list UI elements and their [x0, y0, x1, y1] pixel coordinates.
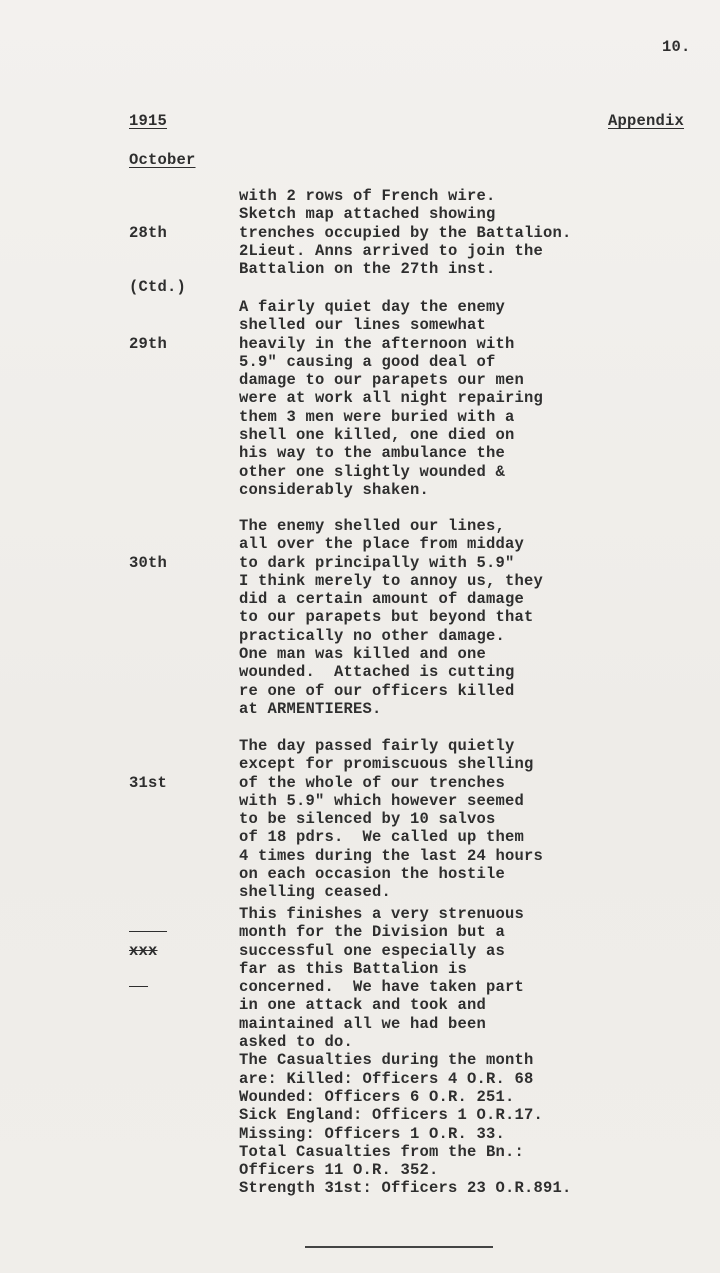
text-line: with 2 rows of French wire. — [239, 187, 496, 205]
page-number: 10. — [662, 38, 691, 56]
text-line: concerned. We have taken part — [239, 978, 525, 997]
entry-text — [239, 298, 543, 499]
entry-date-line: 30th — [129, 553, 168, 572]
text-line: to be silenced by 10 salvos — [239, 810, 496, 829]
entry-date-line: (Ctd.) — [129, 278, 187, 297]
entry-date — [129, 298, 167, 389]
entry-date — [129, 737, 167, 828]
text-line: were at work all night repairing — [239, 389, 544, 408]
entry-date-line: 31st — [129, 773, 168, 792]
text-line: 4 times during the last 24 hours — [239, 846, 544, 865]
text-line: damage to our parapets our men — [239, 371, 525, 390]
text-line: them 3 men were buried with a — [239, 407, 515, 426]
entry-date-line: xxx — [129, 941, 158, 960]
entry-date — [129, 517, 167, 608]
text-line: 2Lieut. Anns arrived to join the — [239, 241, 544, 260]
closing-rule — [305, 1246, 493, 1248]
text-line: of 18 pdrs. We called up them — [239, 828, 525, 847]
text-line: far as this Battalion is — [239, 959, 468, 978]
text-line: except for promiscuous shelling — [239, 755, 534, 774]
text-line: Sick England: Officers 1 O.R.17. — [239, 1106, 544, 1125]
text-line: shell one killed, one died on — [239, 426, 515, 445]
text-line: shelling ceased. — [239, 883, 392, 902]
text-line: month for the Division but a — [239, 923, 506, 942]
text-line: to dark principally with 5.9" — [239, 553, 515, 572]
text-line: 5.9" causing a good deal of — [239, 352, 496, 371]
text-line: Total Casualties from the Bn.: — [239, 1142, 525, 1161]
text-line: One man was killed and one — [239, 645, 487, 664]
text-line: did a certain amount of damage — [239, 590, 525, 609]
text-line: asked to do. — [239, 1033, 354, 1052]
entry-date — [129, 905, 167, 996]
text-line: with 5.9" which however seemed — [239, 791, 525, 810]
text-line: Sketch map attached showing — [239, 205, 496, 224]
text-line: This finishes a very strenuous — [239, 905, 525, 923]
entry-text — [239, 905, 572, 1198]
text-line: at ARMENTIERES. — [239, 699, 382, 718]
text-line: maintained all we had been — [239, 1014, 487, 1033]
text-line: considerably shaken. — [239, 480, 430, 499]
text-line: heavily in the afternoon with — [239, 334, 515, 353]
entry-date-line: 28th — [129, 223, 168, 242]
text-line: successful one especially as — [239, 941, 506, 960]
text-line: Battalion on the 27th inst. — [239, 260, 496, 279]
text-line: on each occasion the hostile — [239, 865, 506, 884]
entry-text — [239, 737, 543, 902]
text-line: other one slightly wounded & — [239, 462, 506, 481]
month-heading: October — [129, 151, 196, 169]
text-line: The Casualties during the month — [239, 1051, 534, 1070]
text-line: Strength 31st: Officers 23 O.R.891. — [239, 1179, 572, 1198]
text-line: Missing: Officers 1 O.R. 33. — [239, 1124, 506, 1143]
text-line: I think merely to annoy us, they — [239, 571, 544, 590]
entry-text — [239, 517, 543, 718]
text-line: Officers 11 O.R. 352. — [239, 1161, 439, 1180]
text-line: shelled our lines somewhat — [239, 316, 487, 335]
entry-text — [239, 187, 572, 278]
year-heading: 1915 — [129, 112, 168, 130]
text-line: are: Killed: Officers 4 O.R. 68 — [239, 1069, 534, 1088]
text-line: in one attack and took and — [239, 996, 487, 1015]
text-line: The enemy shelled our lines, — [239, 517, 506, 535]
text-line: re one of our officers killed — [239, 681, 515, 700]
text-line: wounded. Attached is cutting — [239, 663, 515, 682]
text-line: practically no other damage. — [239, 626, 506, 645]
text-line: The day passed fairly quietly — [239, 737, 515, 755]
text-line: A fairly quiet day the enemy — [239, 298, 506, 316]
text-line: trenches occupied by the Battalion. — [239, 223, 572, 242]
text-line: his way to the ambulance the — [239, 444, 506, 463]
text-line: all over the place from midday — [239, 535, 525, 554]
entry-date-line: 29th — [129, 334, 168, 353]
text-line: of the whole of our trenches — [239, 773, 506, 792]
text-line: Wounded: Officers 6 O.R. 251. — [239, 1087, 515, 1106]
text-line: to our parapets but beyond that — [239, 608, 534, 627]
appendix-heading: Appendix — [608, 112, 685, 130]
